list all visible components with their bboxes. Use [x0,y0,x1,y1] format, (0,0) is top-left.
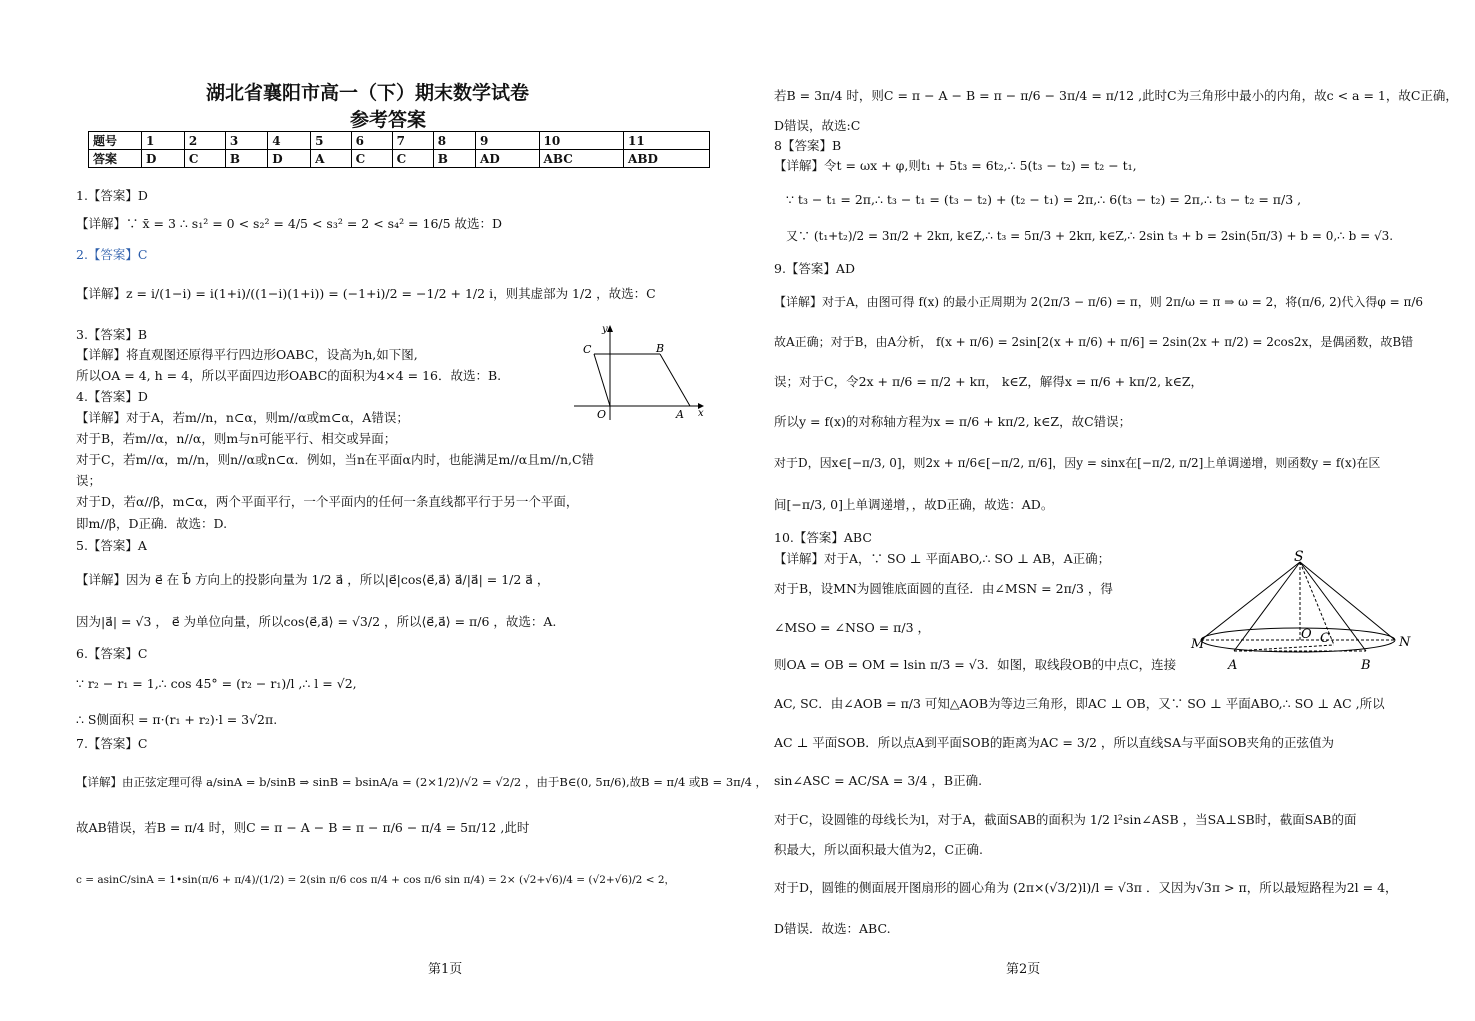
table-cell: ABC [539,150,624,168]
text-line: 【详解】对于A，若m//n，n⊂α，则m//α或m⊂α，A错误； [76,410,409,425]
table-cell: AD [476,150,539,168]
text-line: 对于D，因x∈[−π/3, 0]，则2x + π/6∈[−π/2, π/6]，因y = sinx在[−π/2, π/2]上单调递增，则函数y = f(x)在区 [774,456,1381,470]
text-line: 对于B，设MN为圆锥底面圆的直径．由∠MSN = 2π/3 ，得 [774,581,1113,596]
text-line: 【详解】将直观图还原得平行四边形OABC，设高为h,如下图, [76,347,418,362]
table-cell: 10 [539,132,624,150]
page-number: 第1页 [428,962,463,977]
text-line: 对于C，设圆锥的母线长为l，对于A，截面SAB的面积为 1/2 l²sin∠ASB ，当SA⊥SB时，截面SAB的面 [774,812,1357,827]
table-cell: B [433,150,475,168]
table-cell: 2 [184,132,225,150]
cone-c-label: C [1320,631,1330,646]
text-line: 【详解】对于A，∵ SO ⊥ 平面ABO,∴ SO ⊥ AB，A正确； [774,551,1111,566]
text-line: D错误，故选:C [774,118,861,133]
text-line: 6.【答案】C [76,646,148,661]
text-line: 3.【答案】B [76,327,148,342]
text-line: 对于B，若m//α，n//α，则m与n可能平行、相交或异面； [76,431,397,446]
cone-m-label: M [1191,637,1205,652]
answer-table [88,131,710,168]
text-line: 因为|a⃗| = √3 ， e⃗ 为单位向量，所以cos⟨e⃗,a⃗⟩ = √3/2 ，所以⟨e⃗,a⃗⟩ = π/6 ，故选：A. [76,614,557,629]
table-cell: C [184,150,225,168]
text-line: 【详解】∵ x̄ = 3 ∴ s₁² = 0 < s₂² = 4/5 < s₃² = 2 < s₄² = 16/5 故选：D [76,216,503,231]
text-line: 【详解】由正弦定理可得 a/sinA = b/sinB ⇒ sinB = bsinA/a = (2×1/2)/√2 = √2/2 ，由于B∈(0, 5π/6),故B = π/4 或B = 3π/4 ， [76,775,768,789]
table-cell: B [225,150,267,168]
answer-table-head-row [89,132,710,150]
text-line: 4.【答案】D [76,389,148,404]
y-axis-label: y [602,324,608,335]
cone-o-label: O [1301,627,1312,642]
x-axis-label: x [698,408,704,419]
text-line: 误；对于C，令2x + π/6 = π/2 + kπ， k∈Z，解得x = π/6 + kπ/2, k∈Z， [774,374,1204,389]
table-cell: 5 [311,132,351,150]
text-line: ∵ r₂ − r₁ = 1,∴ cos 45° = (r₂ − r₁)/l ,∴ l = √2, [76,676,357,691]
text-line: 故A正确；对于B，由A分析， f(x + π/6) = 2sin[2(x + π/6) + π/6] = 2sin(2x + π/2) = 2cos2x，是偶函数，故B错 [774,335,1414,349]
text-line: 1.【答案】D [76,188,148,203]
text-line: 对于D，若α//β，m⊂α，两个平面平行，一个平面内的任何一条直线都平行于另一个平面， [76,494,579,509]
cone-n-label: N [1399,635,1411,650]
text-line: 9.【答案】AD [774,261,855,276]
table-cell: 答案 [89,150,142,168]
answer-table-row [89,150,710,168]
text-line: 5.【答案】A [76,538,147,553]
text-line: 即m//β，D正确．故选：D. [76,516,228,531]
text-line: AC, SC．由∠AOB = π/3 可知△AOB为等边三角形，即AC ⊥ OB，又∵ SO ⊥ 平面ABO,∴ SO ⊥ AC ,所以 [774,696,1385,711]
text-line: 8【答案】B [774,138,842,153]
table-cell: 4 [268,132,311,150]
text-line: c = asinC/sinA = 1•sin(π/6 + π/4)/(1/2) = 2(sin π/6 cos π/4 + cos π/6 sin π/4) = 2× (√2+√6)/4 = (√2+√6)/2 < 2， [76,874,676,886]
cone-figure [1188,548,1413,678]
cone-a-label: A [1228,658,1238,673]
text-line: 间[−π/3, 0]上单调递增，，故D正确，故选：AD。 [774,497,1054,512]
text-line: 若B = 3π/4 时，则C = π − A − B = π − π/6 − 3π/4 = π/12 ,此时C为三角形中最小的内角，故c < a = 1，故C正确， [774,88,1458,103]
table-cell: 题号 [89,132,142,150]
table-cell: 8 [433,132,475,150]
table-cell: D [268,150,311,168]
table-cell: C [351,150,392,168]
text-line: 【详解】因为 e⃗ 在 b⃗ 方向上的投影向量为 1/2 a⃗ ，所以|e⃗|cos⟨e⃗,a⃗⟩ a⃗/|a⃗| = 1/2 a⃗ ， [76,572,550,587]
table-cell: A [311,150,351,168]
parallelogram-figure [572,322,712,422]
text-line: AC ⊥ 平面SOB．所以点A到平面SOB的距离为AC = 3/2 ，所以直线SA与平面SOB夹角的正弦值为 [774,735,1335,750]
text-line: sin∠ASC = AC/SA = 3/4 ，B正确. [774,773,983,788]
text-line: 【详解】令t = ωx + φ,则t₁ + 5t₃ = 6t₂,∴ 5(t₃ − t₂) = t₂ − t₁, [774,158,1137,173]
text-line: 对于C，若m//α，m//n，则n//α或n⊂α．例如，当n在平面α内时，也能满足m//α且m//n,C错 [76,452,595,467]
table-cell: 3 [225,132,267,150]
text-line: 【详解】对于A，由图可得 f(x) 的最小正周期为 2(2π/3 − π/6) = π，则 2π/ω = π ⇒ ω = 2，将(π/6, 2)代入得φ = π/6 [774,295,1424,309]
page-subtitle: 参考答案 [350,109,427,131]
table-cell: ABD [624,150,710,168]
text-line: 又∵ (t₁+t₂)/2 = 3π/2 + 2kπ, k∈Z,∴ t₃ = 5π/3 + 2kπ, k∈Z,∴ 2sin t₃ + b = 2sin(5π/3) + b = 0,∴ b = √3. [786,229,1394,243]
text-line: 7.【答案】C [76,736,148,751]
text-line: ∴ S侧面积 = π·(r₁ + r₂)·l = 3√2π. [76,712,278,727]
table-cell: 7 [392,132,433,150]
text-line: 则OA = OB = OM = lsin π/3 = √3．如图，取线段OB的中点C，连接 [774,657,1177,672]
text-line: 故AB错误，若B = π/4 时，则C = π − A − B = π − π/6 − π/4 = 5π/12 ,此时 [76,820,530,835]
table-cell: 11 [624,132,710,150]
text-line: ∠MSO = ∠NSO = π/3 ， [774,620,930,635]
table-cell: D [142,150,185,168]
text-line: 误； [76,473,102,488]
table-cell: 9 [476,132,539,150]
text-line: 积最大，所以面积最大值为2，C正确. [774,842,983,857]
text-line: ∵ t₃ − t₁ = 2π,∴ t₃ − t₁ = (t₃ − t₂) + (t₂ − t₁) = 2π,∴ 6(t₃ − t₂) = 2π,∴ t₃ − t₂ = π/3 , [786,192,1302,207]
text-line: 对于D，圆锥的侧面展开图扇形的圆心角为 (2π×(√3/2)l)/l = √3π ．又因为√3π > π，所以最短路程为2l = 4， [774,880,1398,895]
text-line: D错误．故选：ABC. [774,921,891,936]
page-number: 第2页 [1006,962,1041,977]
text-line: 2.【答案】C [76,247,148,262]
text-line: 所以OA = 4, h = 4，所以平面四边形OABC的面积为4×4 = 16．故选：B. [76,368,502,383]
text-line: 所以y = f(x)的对称轴方程为x = π/6 + kπ/2, k∈Z，故C错误； [774,414,1132,429]
table-cell: C [392,150,433,168]
text-line: 10.【答案】ABC [774,530,872,545]
point-a-label: A [676,408,684,421]
point-o-label: O [597,408,607,421]
page-title: 湖北省襄阳市高一（下）期末数学试卷 [206,82,530,104]
point-b-label: B [656,342,665,355]
table-cell: 6 [351,132,392,150]
text-line: 【详解】z = i/(1−i) = i(1+i)/((1−i)(1+i)) = (−1+i)/2 = −1/2 + 1/2 i，则其虚部为 1/2 ，故选：C [76,286,656,301]
point-c-label: C [583,343,592,356]
table-cell: 1 [142,132,185,150]
cone-b-label: B [1361,658,1371,673]
cone-s-label: S [1294,549,1304,565]
